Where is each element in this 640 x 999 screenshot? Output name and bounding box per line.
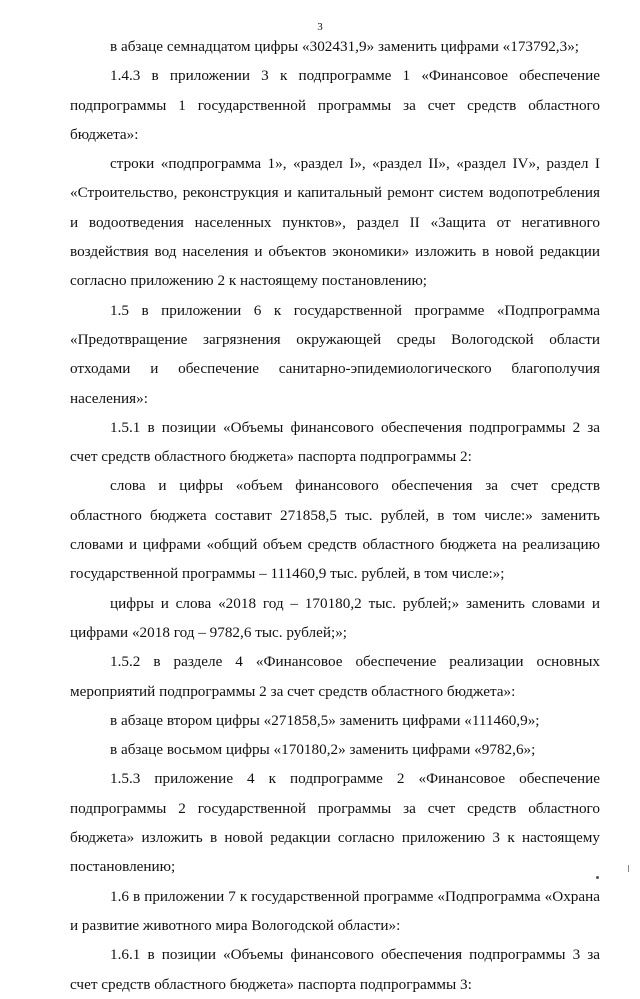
paragraph-1-5: 1.5 в приложении 6 к государственной программе «Подпрограмма «Предотвращение загрязнения окружающей среды Вологодской области отходами и обеспечение санитарно-эпидемиологического благополучия населения»: [70,301,600,407]
paragraph-1-5-3: 1.5.3 приложение 4 к подпрограмме 2 «Финансовое обеспечение подпрограммы 2 государственной программы за счет средств областного бюджета» изложить в новой редакции согласно приложению 3 к настоящему постановлению; [70,770,600,876]
paragraph-stroki-podprogramma: строки «подпрограмма 1», «раздел I», «раздел II», «раздел IV», раздел I «Строительство, реконструкция и капитальный ремонт систем водопотребления и водоотведения населенных пунктов», раздел II «Защита от негативного воздействия вод населения и объектов экономики» изложить в новой редакции согласно приложению 2 к настоящему постановлению; [70,155,600,290]
document-body [70,32,600,999]
paragraph-abzac-vosmoj: в абзаце восьмом цифры «170180,2» заменить цифрами «9782,6»; [110,741,536,759]
scan-tick-mark [628,865,629,872]
paragraph-1-6: 1.6 в приложении 7 к государственной программе «Подпрограмма «Охрана и развитие животного мира Вологодской области»: [70,887,600,934]
paragraph-1-5-2: 1.5.2 в разделе 4 «Финансовое обеспечение реализации основных мероприятий подпрограммы 2 за счет средств областного бюджета»: [70,653,600,700]
scan-dot-mark [596,876,599,879]
paragraph-1-6-1: 1.6.1 в позиции «Объемы финансового обеспечения подпрограммы 3 за счет средств областного бюджета» паспорта подпрограммы 3: [70,946,600,993]
paragraph-1-4-3: 1.4.3 в приложении 3 к подпрограмме 1 «Финансовое обеспечение подпрограммы 1 государственной программы за счет средств областного бюджета»: [70,67,600,143]
paragraph-abzac-vtoroj: в абзаце втором цифры «271858,5» заменить цифрами «111460,9»; [110,711,540,729]
paragraph-1-5-1: 1.5.1 в позиции «Объемы финансового обеспечения подпрограммы 2 за счет средств областного бюджета» паспорта подпрограммы 2: [70,418,600,466]
page-number: 3 [317,21,323,33]
paragraph-cifry-i-slova: цифры и слова «2018 год – 170180,2 тыс. рублей;» заменить словами и цифрами «2018 год – 9782,6 тыс. рублей;»; [70,594,600,641]
paragraph-slova-i-cifry: слова и цифры «объем финансового обеспечения за счет средств областного бюджета составит 271858,5 тыс. рублей, в том числе:» заменить словами и цифрами «общий объем средств областного бюджета на реализацию государственной программы – 111460,9 тыс. рублей, в том числе:»; [70,477,600,583]
paragraph-abzac-semnadcatyj: в абзаце семнадцатом цифры «302431,9» заменить цифрами «173792,3»; [110,38,580,55]
